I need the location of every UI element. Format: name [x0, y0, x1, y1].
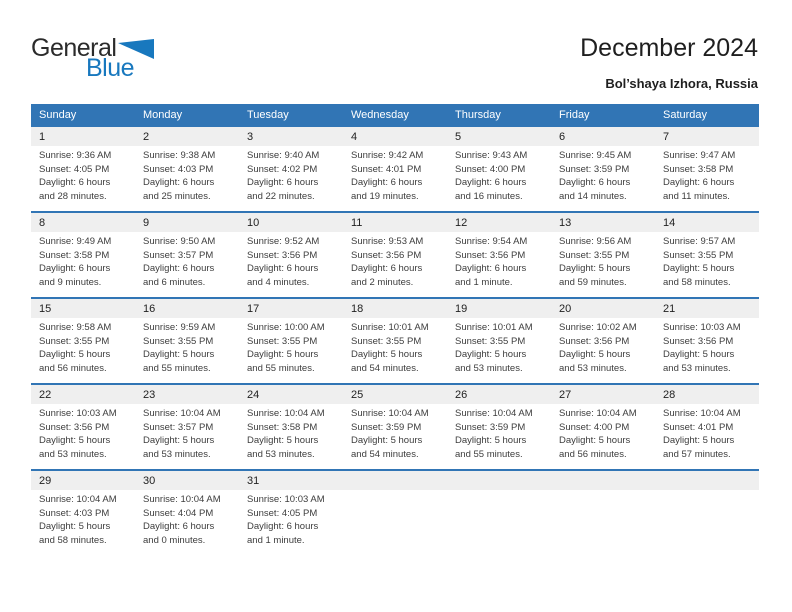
- day-info-line: Sunrise: 9:57 AM: [663, 236, 736, 247]
- day-info-line: Daylight: 6 hours: [247, 263, 319, 274]
- day-info-line: Sunrise: 9:58 AM: [39, 322, 112, 333]
- day-info-line: Sunrise: 10:04 AM: [559, 408, 637, 419]
- day-cell: [135, 126, 239, 212]
- day-info: [551, 404, 655, 461]
- day-info-line: Daylight: 5 hours: [351, 435, 423, 446]
- page-subtitle: Bol’shaya Izhora, Russia: [605, 76, 758, 91]
- day-info-line: Daylight: 6 hours: [39, 177, 111, 188]
- day-cell: [447, 212, 551, 298]
- day-info-line: and 25 minutes.: [143, 190, 211, 202]
- day-info-line: Daylight: 6 hours: [559, 177, 631, 188]
- day-info-line: and 53 minutes.: [247, 448, 315, 460]
- day-number: 16: [135, 299, 239, 318]
- day-info-line: Sunrise: 9:47 AM: [663, 150, 736, 161]
- day-info-line: and 1 minute.: [455, 276, 513, 288]
- day-info-line: Sunset: 3:56 PM: [455, 249, 526, 261]
- day-cell: [239, 384, 343, 470]
- day-cell: [551, 212, 655, 298]
- day-info-line: Sunset: 3:56 PM: [39, 421, 110, 433]
- day-info-line: Sunset: 4:02 PM: [247, 163, 318, 175]
- day-info-line: and 55 minutes.: [143, 362, 211, 374]
- day-cell: [343, 298, 447, 384]
- day-info-line: Daylight: 6 hours: [663, 177, 735, 188]
- day-info-line: Sunrise: 10:00 AM: [247, 322, 325, 333]
- day-cell: [551, 126, 655, 212]
- day-info-line: Daylight: 5 hours: [39, 349, 111, 360]
- day-cell: [447, 126, 551, 212]
- day-number: 31: [239, 471, 343, 490]
- day-info-line: Daylight: 6 hours: [143, 177, 215, 188]
- day-info-line: Sunrise: 10:01 AM: [351, 322, 429, 333]
- day-info-line: Daylight: 6 hours: [455, 177, 527, 188]
- day-info: [447, 146, 551, 203]
- day-number: 3: [239, 127, 343, 146]
- day-info-line: and 54 minutes.: [351, 362, 419, 374]
- day-number: 11: [343, 213, 447, 232]
- day-cell: [239, 298, 343, 384]
- day-info-line: Sunset: 4:01 PM: [351, 163, 422, 175]
- day-info: [239, 146, 343, 203]
- day-info-line: Sunset: 3:57 PM: [143, 421, 214, 433]
- day-info-line: Sunset: 3:55 PM: [247, 335, 318, 347]
- day-info-line: and 55 minutes.: [247, 362, 315, 374]
- day-cell: [31, 384, 135, 470]
- day-info-line: Daylight: 5 hours: [663, 263, 735, 274]
- day-number: 9: [135, 213, 239, 232]
- day-info-line: Daylight: 5 hours: [455, 349, 527, 360]
- day-info-line: Daylight: 5 hours: [559, 435, 631, 446]
- day-number: 25: [343, 385, 447, 404]
- calendar-body: [31, 126, 759, 556]
- day-info-line: Daylight: 5 hours: [247, 349, 319, 360]
- day-info-line: and 53 minutes.: [143, 448, 211, 460]
- day-info-line: Sunrise: 10:03 AM: [39, 408, 117, 419]
- day-number: 2: [135, 127, 239, 146]
- day-info: [343, 490, 447, 493]
- day-info-line: and 53 minutes.: [559, 362, 627, 374]
- day-info-line: and 16 minutes.: [455, 190, 523, 202]
- day-cell: [135, 470, 239, 556]
- day-info-line: and 1 minute.: [247, 534, 305, 546]
- day-info-line: Sunrise: 9:40 AM: [247, 150, 320, 161]
- day-number: 13: [551, 213, 655, 232]
- day-cell: [239, 126, 343, 212]
- day-info-line: Daylight: 5 hours: [663, 349, 735, 360]
- weekday-header: Sunday: [31, 104, 135, 126]
- day-cell: [655, 384, 759, 470]
- day-info-line: Sunrise: 9:49 AM: [39, 236, 112, 247]
- empty-day-cell: [551, 470, 655, 556]
- day-info-line: Sunset: 3:56 PM: [247, 249, 318, 261]
- day-info-line: and 53 minutes.: [455, 362, 523, 374]
- day-info-line: and 14 minutes.: [559, 190, 627, 202]
- week-row: [31, 126, 759, 212]
- day-info-line: Daylight: 5 hours: [143, 435, 215, 446]
- day-number: 30: [135, 471, 239, 490]
- day-info-line: and 2 minutes.: [351, 276, 414, 288]
- week-row: [31, 470, 759, 556]
- day-info-line: Sunrise: 10:04 AM: [663, 408, 741, 419]
- day-info-line: and 9 minutes.: [39, 276, 102, 288]
- day-info-line: Sunset: 3:56 PM: [663, 335, 734, 347]
- day-info-line: Sunset: 3:55 PM: [143, 335, 214, 347]
- day-number: 7: [655, 127, 759, 146]
- day-info-line: Sunset: 3:55 PM: [455, 335, 526, 347]
- day-info: [31, 318, 135, 375]
- day-info: [31, 404, 135, 461]
- day-cell: [239, 470, 343, 556]
- day-info-line: Sunrise: 9:43 AM: [455, 150, 528, 161]
- day-info-line: Sunrise: 9:53 AM: [351, 236, 424, 247]
- day-info: [239, 318, 343, 375]
- day-info-line: Sunrise: 9:52 AM: [247, 236, 320, 247]
- day-info: [447, 232, 551, 289]
- day-info-line: Sunrise: 10:03 AM: [663, 322, 741, 333]
- day-info: [239, 404, 343, 461]
- day-info: [135, 146, 239, 203]
- day-info-line: Sunset: 4:01 PM: [663, 421, 734, 433]
- day-cell: [343, 126, 447, 212]
- day-info-line: Daylight: 5 hours: [559, 349, 631, 360]
- day-info-line: Sunset: 3:58 PM: [39, 249, 110, 261]
- day-cell: [551, 298, 655, 384]
- day-number: 10: [239, 213, 343, 232]
- day-cell: [31, 470, 135, 556]
- day-number: 6: [551, 127, 655, 146]
- page-title: December 2024: [580, 34, 758, 62]
- day-info-line: Sunset: 3:55 PM: [663, 249, 734, 261]
- day-info-line: and 56 minutes.: [39, 362, 107, 374]
- day-info: [551, 490, 655, 493]
- day-number: 21: [655, 299, 759, 318]
- logo-text-blue: Blue: [86, 54, 135, 82]
- day-info-line: and 57 minutes.: [663, 448, 731, 460]
- day-number: 23: [135, 385, 239, 404]
- day-info-line: Sunrise: 9:54 AM: [455, 236, 528, 247]
- day-number: 24: [239, 385, 343, 404]
- weekday-header: Friday: [551, 104, 655, 126]
- day-number: 29: [31, 471, 135, 490]
- day-info-line: Sunrise: 9:42 AM: [351, 150, 424, 161]
- day-cell: [447, 384, 551, 470]
- day-number: 17: [239, 299, 343, 318]
- day-info-line: Sunrise: 10:04 AM: [39, 494, 117, 505]
- day-info: [239, 490, 343, 547]
- day-info: [135, 490, 239, 547]
- day-info-line: Daylight: 6 hours: [351, 177, 423, 188]
- day-info: [343, 232, 447, 289]
- day-info-line: Daylight: 6 hours: [247, 521, 319, 532]
- day-info: [343, 318, 447, 375]
- day-info-line: Daylight: 5 hours: [247, 435, 319, 446]
- day-info: [655, 404, 759, 461]
- day-info-line: Sunset: 4:04 PM: [143, 507, 214, 519]
- day-info: [343, 146, 447, 203]
- day-number: 19: [447, 299, 551, 318]
- day-info-line: Sunset: 3:55 PM: [559, 249, 630, 261]
- day-info-line: Sunset: 3:55 PM: [351, 335, 422, 347]
- day-info-line: Sunset: 3:59 PM: [351, 421, 422, 433]
- day-info: [447, 318, 551, 375]
- empty-day-cell: [655, 470, 759, 556]
- day-info-line: Sunset: 4:00 PM: [455, 163, 526, 175]
- day-info-line: and 4 minutes.: [247, 276, 310, 288]
- day-number: 15: [31, 299, 135, 318]
- day-number: 4: [343, 127, 447, 146]
- day-info: [447, 404, 551, 461]
- day-info-line: Sunrise: 9:50 AM: [143, 236, 216, 247]
- day-info-line: Sunrise: 9:36 AM: [39, 150, 112, 161]
- weekday-header: Wednesday: [343, 104, 447, 126]
- day-number: 12: [447, 213, 551, 232]
- day-info-line: Daylight: 5 hours: [351, 349, 423, 360]
- day-info: [135, 232, 239, 289]
- day-cell: [655, 298, 759, 384]
- weekday-header: Tuesday: [239, 104, 343, 126]
- day-info-line: Daylight: 5 hours: [663, 435, 735, 446]
- day-info: [31, 490, 135, 547]
- day-number: [343, 471, 447, 490]
- day-info-line: Sunrise: 10:02 AM: [559, 322, 637, 333]
- day-info-line: and 28 minutes.: [39, 190, 107, 202]
- week-row: [31, 384, 759, 470]
- day-info-line: Daylight: 5 hours: [39, 521, 111, 532]
- week-row: [31, 298, 759, 384]
- day-info: [655, 318, 759, 375]
- day-info: [551, 318, 655, 375]
- day-info: [135, 404, 239, 461]
- day-info-line: Daylight: 6 hours: [247, 177, 319, 188]
- day-info-line: and 54 minutes.: [351, 448, 419, 460]
- day-info-line: and 56 minutes.: [559, 448, 627, 460]
- day-info-line: Sunrise: 10:04 AM: [455, 408, 533, 419]
- day-info-line: Sunset: 4:05 PM: [39, 163, 110, 175]
- day-info-line: Daylight: 5 hours: [559, 263, 631, 274]
- day-info-line: Sunset: 3:56 PM: [351, 249, 422, 261]
- day-info-line: and 58 minutes.: [663, 276, 731, 288]
- empty-day-cell: [343, 470, 447, 556]
- day-number: 26: [447, 385, 551, 404]
- day-cell: [343, 212, 447, 298]
- day-cell: [135, 298, 239, 384]
- day-info: [655, 232, 759, 289]
- day-info-line: Sunset: 3:56 PM: [559, 335, 630, 347]
- day-info-line: Daylight: 5 hours: [39, 435, 111, 446]
- weekday-header: Monday: [135, 104, 239, 126]
- day-info-line: and 6 minutes.: [143, 276, 206, 288]
- day-cell: [655, 126, 759, 212]
- day-info-line: and 55 minutes.: [455, 448, 523, 460]
- day-cell: [31, 212, 135, 298]
- day-info-line: Daylight: 5 hours: [455, 435, 527, 446]
- day-info: [447, 490, 551, 493]
- day-number: 5: [447, 127, 551, 146]
- day-info-line: Sunrise: 10:03 AM: [247, 494, 325, 505]
- day-info-line: and 0 minutes.: [143, 534, 206, 546]
- day-info-line: and 11 minutes.: [663, 190, 730, 202]
- day-cell: [31, 126, 135, 212]
- day-info: [239, 232, 343, 289]
- day-info-line: Daylight: 6 hours: [39, 263, 111, 274]
- day-number: 28: [655, 385, 759, 404]
- day-cell: [447, 298, 551, 384]
- day-cell: [239, 212, 343, 298]
- day-info-line: Sunset: 4:03 PM: [143, 163, 214, 175]
- day-number: 22: [31, 385, 135, 404]
- day-number: 14: [655, 213, 759, 232]
- day-info-line: Sunrise: 9:38 AM: [143, 150, 216, 161]
- day-number: [655, 471, 759, 490]
- day-info-line: and 22 minutes.: [247, 190, 315, 202]
- day-info-line: Daylight: 6 hours: [143, 521, 215, 532]
- day-number: 1: [31, 127, 135, 146]
- day-number: [551, 471, 655, 490]
- day-info-line: Sunset: 3:59 PM: [455, 421, 526, 433]
- day-info-line: Sunset: 3:58 PM: [663, 163, 734, 175]
- day-info-line: Sunrise: 10:04 AM: [247, 408, 325, 419]
- day-info-line: Sunset: 3:57 PM: [143, 249, 214, 261]
- day-cell: [135, 212, 239, 298]
- day-info-line: Daylight: 6 hours: [455, 263, 527, 274]
- weekday-header-row: [31, 104, 759, 126]
- day-info-line: Daylight: 6 hours: [143, 263, 215, 274]
- day-info-line: Sunset: 4:00 PM: [559, 421, 630, 433]
- day-cell: [551, 384, 655, 470]
- day-info-line: Sunrise: 10:01 AM: [455, 322, 533, 333]
- day-info-line: Sunset: 3:55 PM: [39, 335, 110, 347]
- day-info: [31, 232, 135, 289]
- day-info-line: Sunrise: 9:56 AM: [559, 236, 632, 247]
- day-info-line: Sunset: 3:59 PM: [559, 163, 630, 175]
- day-info-line: Sunrise: 10:04 AM: [351, 408, 429, 419]
- weekday-header: Thursday: [447, 104, 551, 126]
- day-info-line: Sunrise: 10:04 AM: [143, 408, 221, 419]
- day-info: [551, 232, 655, 289]
- logo-text-general: General: [31, 34, 117, 62]
- day-info-line: Sunset: 4:05 PM: [247, 507, 318, 519]
- day-info: [343, 404, 447, 461]
- day-info: [655, 146, 759, 203]
- day-cell: [655, 212, 759, 298]
- day-info-line: Sunrise: 9:59 AM: [143, 322, 216, 333]
- day-cell: [343, 384, 447, 470]
- day-info-line: and 19 minutes.: [351, 190, 419, 202]
- day-number: 18: [343, 299, 447, 318]
- day-info-line: and 53 minutes.: [663, 362, 731, 374]
- day-info-line: Sunset: 3:58 PM: [247, 421, 318, 433]
- day-number: [447, 471, 551, 490]
- day-number: 8: [31, 213, 135, 232]
- day-info-line: and 53 minutes.: [39, 448, 107, 460]
- day-info: [655, 490, 759, 493]
- day-info-line: Sunrise: 9:45 AM: [559, 150, 632, 161]
- day-number: 20: [551, 299, 655, 318]
- day-number: 27: [551, 385, 655, 404]
- day-cell: [135, 384, 239, 470]
- calendar-table: [31, 104, 759, 556]
- day-info-line: and 59 minutes.: [559, 276, 627, 288]
- day-cell: [31, 298, 135, 384]
- day-info-line: Daylight: 5 hours: [143, 349, 215, 360]
- day-info-line: Daylight: 6 hours: [351, 263, 423, 274]
- weekday-header: Saturday: [655, 104, 759, 126]
- general-blue-logo: [31, 34, 181, 82]
- empty-day-cell: [447, 470, 551, 556]
- day-info: [31, 146, 135, 203]
- day-info: [551, 146, 655, 203]
- week-row: [31, 212, 759, 298]
- day-info-line: and 58 minutes.: [39, 534, 107, 546]
- day-info-line: Sunrise: 10:04 AM: [143, 494, 221, 505]
- day-info-line: Sunset: 4:03 PM: [39, 507, 110, 519]
- day-info: [135, 318, 239, 375]
